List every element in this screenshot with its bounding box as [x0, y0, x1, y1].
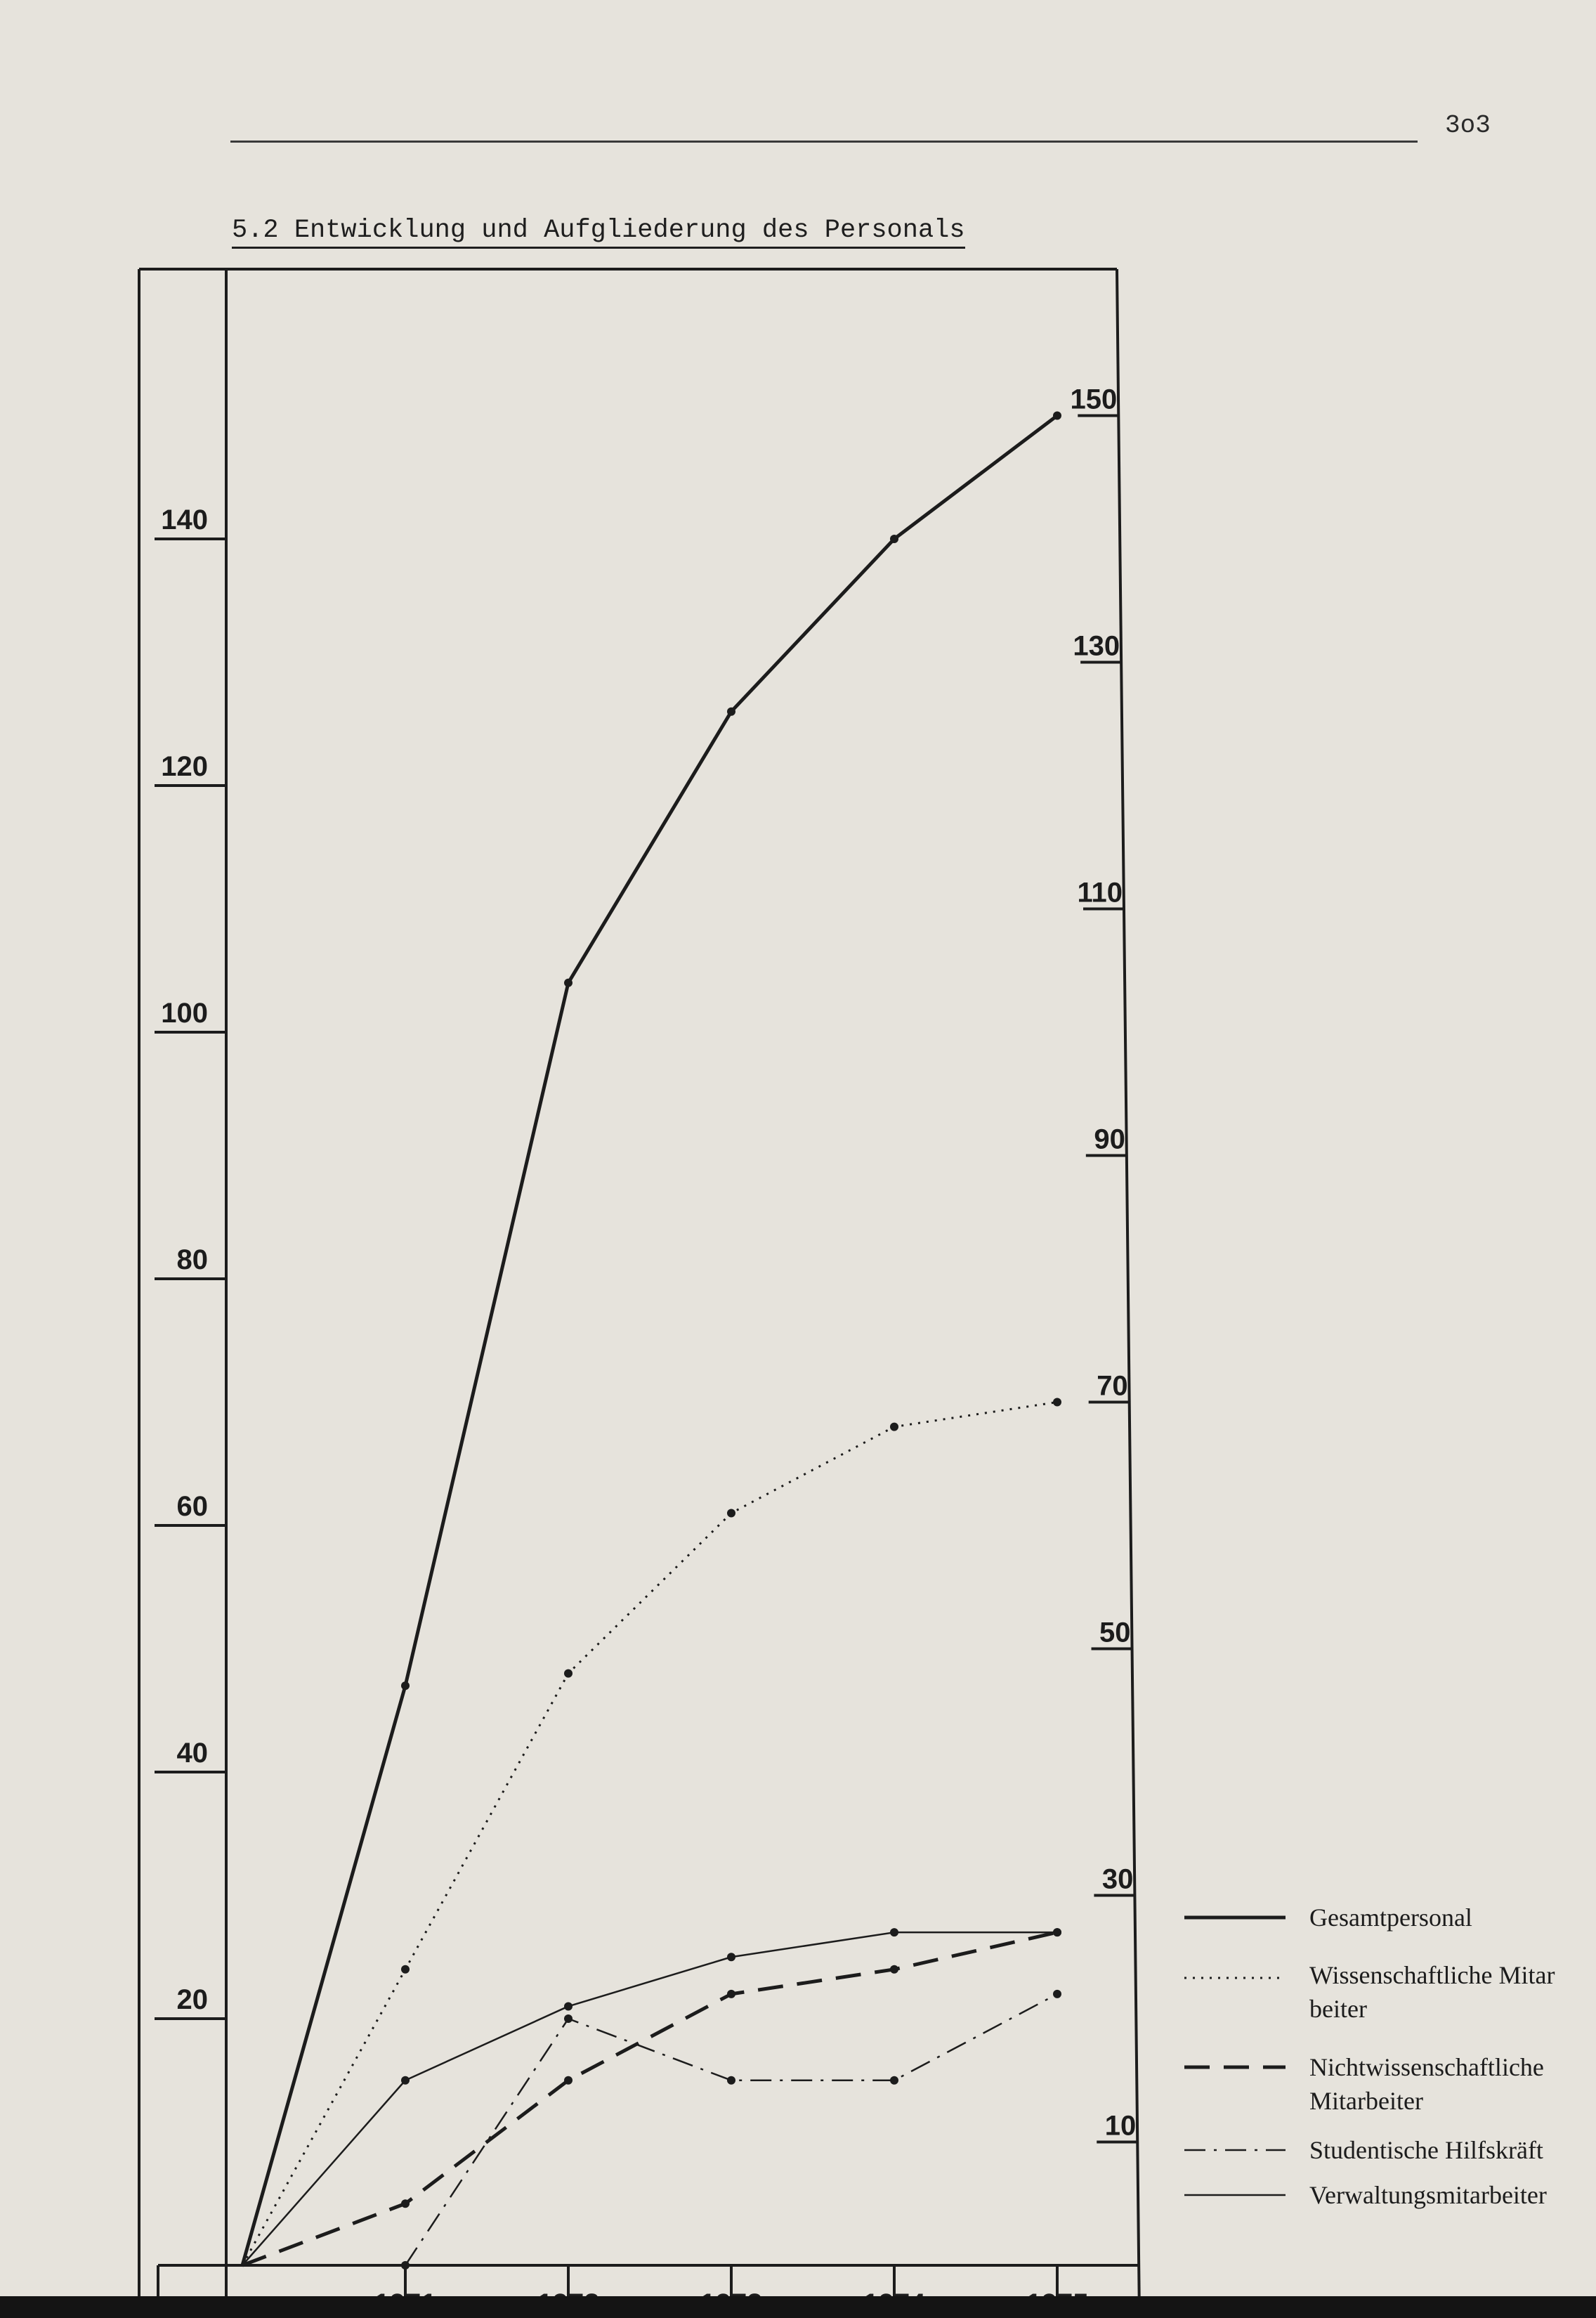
- frame-right: [1117, 269, 1139, 2318]
- series-2-point-2: [727, 1990, 735, 1998]
- series-3-point-3: [890, 2076, 898, 2085]
- right-tick-label-50: 50: [1099, 1617, 1131, 1648]
- series-4-point-1: [564, 2002, 573, 2010]
- series-2-point-3: [890, 1965, 898, 1974]
- series-4-point-0: [401, 2076, 410, 2085]
- series-4: [242, 1928, 1061, 2265]
- legend-label-6: Verwaltungsmitarbeiter: [1309, 2181, 1547, 2209]
- series-line-0: [242, 416, 1057, 2266]
- left-tick-label-120: 120: [161, 751, 208, 782]
- series-3-point-1: [564, 2014, 573, 2023]
- series-0: [242, 412, 1061, 2266]
- section-title: 5.2 Entwicklung und Aufgliederung des Personals: [232, 216, 965, 249]
- series-1-point-0: [401, 1965, 410, 1974]
- series-1-point-1: [564, 1669, 573, 1678]
- series-3-point-0: [401, 2261, 410, 2270]
- chart-frame: [139, 269, 1139, 2318]
- series-0-point-1: [564, 979, 573, 987]
- right-tick-label-130: 130: [1073, 630, 1120, 662]
- right-tick-label-110: 110: [1077, 877, 1123, 909]
- series-3-point-2: [727, 2076, 735, 2085]
- right-tick-label-70: 70: [1097, 1370, 1128, 1402]
- series-0-point-2: [727, 708, 735, 716]
- right-tick-label-30: 30: [1101, 1863, 1134, 1895]
- scan-bottom-border: [0, 2296, 1596, 2318]
- series-1-point-3: [890, 1423, 898, 1431]
- left-tick-label-80: 80: [176, 1244, 208, 1275]
- legend-label-1: Wissenschaftliche Mitar: [1309, 1961, 1555, 1989]
- legend-label-2: beiter: [1309, 1995, 1367, 2023]
- left-tick-label-20: 20: [176, 1984, 208, 2015]
- series-3: [242, 1990, 1061, 2270]
- left-tick-label-60: 60: [176, 1491, 208, 1522]
- legend-label-4: Mitarbeiter: [1309, 2087, 1423, 2115]
- left-tick-label-40: 40: [176, 1738, 208, 1769]
- series-1-point-4: [1053, 1398, 1061, 1407]
- legend-label-0: Gesamtpersonal: [1309, 1903, 1472, 1932]
- series-0-point-3: [890, 535, 898, 543]
- series-4-point-4: [1053, 1928, 1061, 1936]
- series-4-point-3: [890, 1928, 898, 1936]
- series-1-point-2: [727, 1509, 735, 1517]
- legend-label-3: Nichtwissenschaftliche: [1309, 2053, 1544, 2081]
- page-number: 3o3: [1445, 111, 1491, 140]
- right-tick-label-90: 90: [1094, 1124, 1125, 1155]
- series-line-3: [242, 1994, 1057, 2265]
- series-2-point-0: [401, 2199, 410, 2208]
- series-0-point-4: [1053, 412, 1061, 420]
- left-tick-label-140: 140: [161, 504, 208, 535]
- series-2-point-1: [564, 2076, 573, 2085]
- series-line-4: [242, 1932, 1057, 2265]
- series-4-point-2: [727, 1953, 735, 1961]
- right-tick-label-10: 10: [1104, 2110, 1137, 2142]
- legend-label-5: Studentische Hilfskräft: [1309, 2136, 1543, 2164]
- series-2: [242, 1928, 1061, 2265]
- series-layer: [242, 412, 1061, 2270]
- series-0-point-0: [401, 1681, 410, 1690]
- legend: [1184, 1903, 1555, 2209]
- left-axis-ticks: [155, 504, 226, 2019]
- left-tick-label-100: 100: [161, 998, 208, 1029]
- series-3-point-4: [1053, 1990, 1061, 1998]
- right-tick-label-150: 150: [1070, 384, 1118, 415]
